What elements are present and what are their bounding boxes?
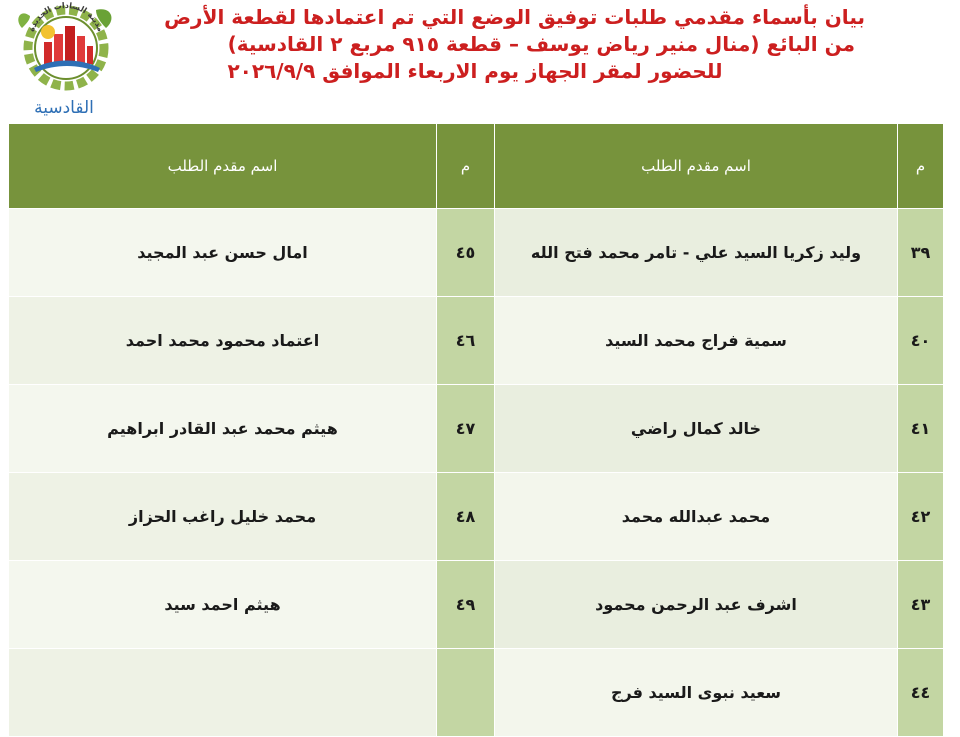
title-line-1: بيان بأسماء مقدمي طلبات توفيق الوضع التي تم اعتمادها لقطعة الأرض <box>164 5 865 29</box>
logo-emblem-icon <box>8 2 120 102</box>
applicant-name: اعتماد محمود محمد احمد <box>9 297 437 385</box>
row-number: ٤٧ <box>437 385 495 473</box>
header-name-2: اسم مقدم الطلب <box>9 124 437 209</box>
row-number: ٤٤ <box>898 649 944 737</box>
applicant-name: امال حسن عبد المجيد <box>9 209 437 297</box>
applicant-name: هيثم احمد سيد <box>9 561 437 649</box>
applicant-name: خالد كمال راضي <box>495 385 898 473</box>
applicants-table <box>8 123 944 737</box>
row-number: ٤٣ <box>898 561 944 649</box>
row-number: ٤٢ <box>898 473 944 561</box>
table-row <box>9 297 944 385</box>
header-name-1: اسم مقدم الطلب <box>495 124 898 209</box>
header-number-2: م <box>437 124 495 209</box>
applicant-name: هيثم محمد عبد القادر ابراهيم <box>9 385 437 473</box>
city-logo <box>8 2 120 122</box>
row-number: ٤١ <box>898 385 944 473</box>
applicant-name-empty <box>9 649 437 737</box>
applicant-name: سعيد نبوى السيد فرج <box>495 649 898 737</box>
document-title <box>125 4 865 85</box>
header-number-1: م <box>898 124 944 209</box>
row-number: ٤٦ <box>437 297 495 385</box>
table-header-row <box>9 124 944 209</box>
applicant-name: اشرف عبد الرحمن محمود <box>495 561 898 649</box>
logo-arc-text: مدينة السادات الجديدة <box>26 2 106 33</box>
row-number: ٤٨ <box>437 473 495 561</box>
table-row <box>9 209 944 297</box>
logo-city-name: القادسية <box>34 98 94 118</box>
row-number: ٤٠ <box>898 297 944 385</box>
row-number: ٤٥ <box>437 209 495 297</box>
table-row <box>9 473 944 561</box>
row-number-empty <box>437 649 495 737</box>
table-row <box>9 385 944 473</box>
applicant-name: محمد خليل راغب الحزاز <box>9 473 437 561</box>
applicant-name: وليد زكريا السيد علي - تامر محمد فتح الله <box>495 209 898 297</box>
row-number: ٤٩ <box>437 561 495 649</box>
title-line-2: من البائع (منال منير رياض يوسف – قطعة ٩١٥ مربع ٢ القادسية) <box>227 32 855 56</box>
row-number: ٣٩ <box>898 209 944 297</box>
table-row <box>9 649 944 737</box>
title-line-3: للحضور لمقر الجهاز يوم الاربعاء الموافق ٢٠٢٦/٩/٩ <box>227 59 723 83</box>
applicant-name: محمد عبدالله محمد <box>495 473 898 561</box>
table-row <box>9 561 944 649</box>
applicant-name: سمية فراج محمد السيد <box>495 297 898 385</box>
